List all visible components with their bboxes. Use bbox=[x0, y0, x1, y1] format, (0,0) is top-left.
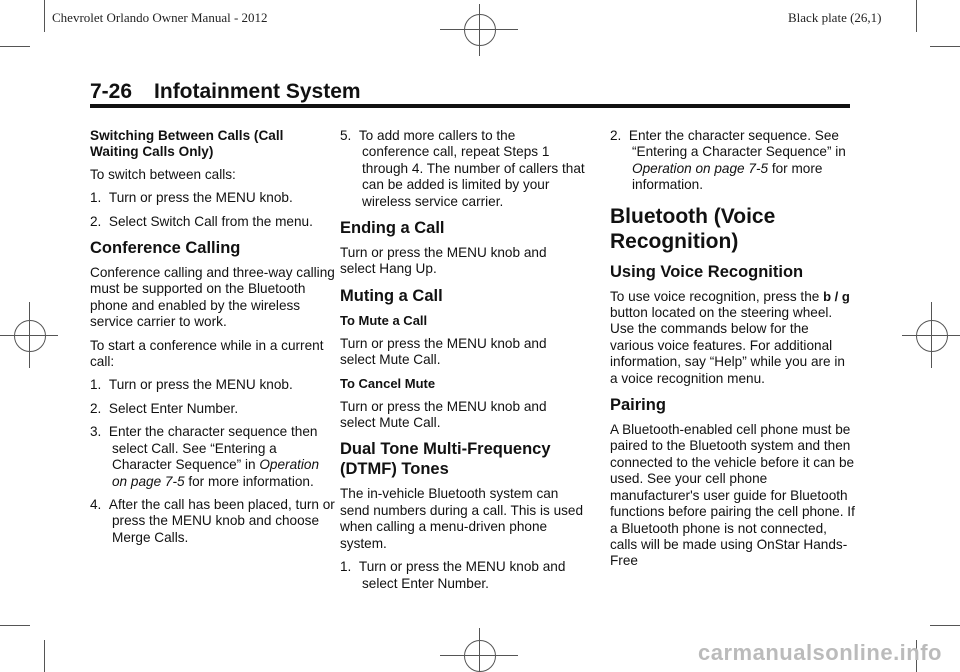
subheading-cancel-mute: To Cancel Mute bbox=[340, 375, 436, 391]
heading-muting-call: Muting a Call bbox=[340, 286, 443, 305]
conference-step-5: 5. To add more callers to the conference call, repeat Steps 1 through 4. The number of callers that can be added is limited by your wireless service carrier. bbox=[340, 128, 585, 209]
mute-para: Turn or press the MENU knob and select Mute Call. bbox=[340, 335, 547, 368]
voice-button-icon: b / g bbox=[823, 288, 850, 304]
heading-switching-calls: Switching Between Calls (Call Waiting Calls Only) bbox=[90, 128, 284, 160]
conference-step-1: 1. Turn or press the MENU knob. bbox=[90, 377, 293, 393]
heading-ending-call: Ending a Call bbox=[340, 219, 445, 238]
using-voice-para: To use voice recognition, press the b / g button located on the steering wheel. Use the commands below for the various voice features. For additional information, say “Help” while you are in a voice recognition menu. bbox=[610, 288, 850, 386]
section-title: Infotainment System bbox=[154, 80, 361, 103]
cross-reference-link: Operation on page 7-5 bbox=[632, 160, 769, 176]
conference-step-3: 3. Enter the character sequence then select Call. See “Entering a Character Sequence” in Operation on page 7-5 for more information. bbox=[90, 424, 320, 489]
heading-dtmf: Dual Tone Multi-Frequency (DTMF) Tones bbox=[340, 440, 551, 479]
heading-bluetooth-voice: Bluetooth (Voice Recognition) bbox=[610, 204, 776, 253]
heading-using-voice: Using Voice Recognition bbox=[610, 262, 804, 281]
page-number: 7-26 bbox=[90, 80, 133, 103]
heading-pairing: Pairing bbox=[610, 396, 666, 415]
cross-reference-link: Operation on page 7-5 bbox=[112, 457, 320, 489]
column-1 bbox=[90, 128, 335, 553]
heading-conference-calling: Conference Calling bbox=[90, 239, 241, 258]
column-2 bbox=[340, 128, 585, 599]
watermark: carmanualsonline.info bbox=[698, 640, 942, 665]
running-header-left: Chevrolet Orlando Owner Manual - 2012 bbox=[52, 10, 268, 25]
pairing-para: A Bluetooth-enabled cell phone must be paired to the Bluetooth system and then connected to the vehicle before it can be used. See your cell phone manufacturer's user guide for Bluetooth functions before pairing the cell phone. If a Bluetooth phone is not connected, calls will be made using OnStar Hands-Free bbox=[610, 422, 855, 569]
switch-step-2: 2. Select Switch Call from the menu. bbox=[90, 213, 313, 229]
column-3 bbox=[610, 128, 855, 577]
dtmf-step-2: 2. Enter the character sequence. See “Entering a Character Sequence” in Operation on page 7-5 for more information. bbox=[610, 128, 846, 193]
conference-para-2: To start a conference while in a current call: bbox=[90, 337, 324, 370]
dtmf-para: The in-vehicle Bluetooth system can send numbers during a call. This is used when calling a menu-driven phone system. bbox=[340, 486, 584, 551]
conference-step-4: 4. After the call has been placed, turn or press the MENU knob and choose Merge Calls. bbox=[90, 496, 335, 545]
conference-step-2: 2. Select Enter Number. bbox=[90, 400, 239, 416]
page-title bbox=[90, 80, 361, 104]
subheading-mute: To Mute a Call bbox=[340, 312, 428, 328]
ending-para: Turn or press the MENU knob and select Hang Up. bbox=[340, 245, 547, 277]
conference-para-1: Conference calling and three-way calling must be supported on the Bluetooth phone and enabled by the wireless service carrier to work. bbox=[90, 265, 335, 330]
title-rule bbox=[90, 104, 850, 108]
dtmf-step-1: 1. Turn or press the MENU knob and select Enter Number. bbox=[340, 559, 566, 591]
cancel-mute-para: Turn or press the MENU knob and select Mute Call. bbox=[340, 398, 547, 431]
running-header-right: Black plate (26,1) bbox=[788, 10, 882, 25]
switch-intro: To switch between calls: bbox=[90, 166, 236, 182]
switch-step-1: 1. Turn or press the MENU knob. bbox=[90, 190, 293, 206]
